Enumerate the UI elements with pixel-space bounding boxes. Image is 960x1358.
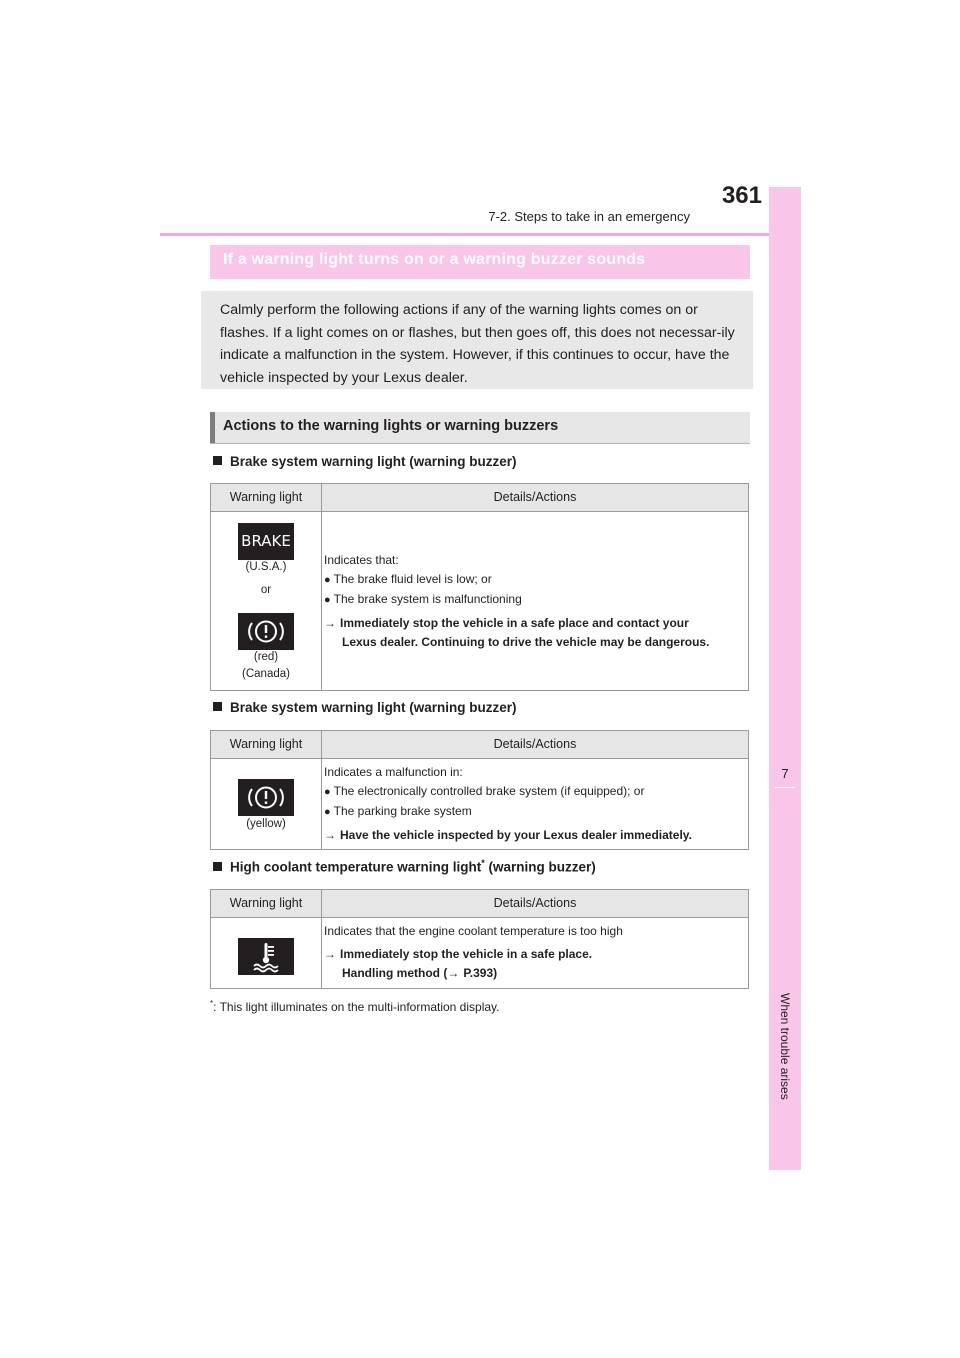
item-heading-coolant: High coolant temperature warning light* (warning buzzer) [213, 858, 596, 875]
table-header [211, 890, 748, 918]
details-coolant: Indicates that the engine coolant temperature is too high → Immediately stop the vehicle in a safe place. Handling method (→ P.393) [324, 924, 623, 980]
side-divider [775, 787, 795, 788]
brake-text-icon: BRAKE [238, 523, 294, 560]
item-heading-brake-2: Brake system warning light (warning buzzer) [213, 700, 517, 715]
page-number: 361 [721, 182, 762, 209]
col-warning-light: Warning light [229, 896, 303, 910]
chapter-title: 7-2. Steps to take in an emergency [488, 209, 690, 224]
col-warning-light: Warning light [229, 490, 303, 504]
list-item: ● The electronically controlled brake system (if equipped); or [324, 782, 742, 802]
warning-table-brake-1 [210, 483, 749, 691]
warning-table-coolant [210, 889, 749, 989]
list-item: ● The brake fluid level is low; or [324, 570, 742, 590]
column-divider [321, 484, 322, 690]
label-usa: (U.S.A.) [245, 561, 287, 573]
list-item: ● The brake system is malfunctioning [324, 590, 742, 610]
square-bullet-icon [213, 862, 222, 871]
list-item: ● The parking brake system [324, 802, 742, 822]
subheading-rule [210, 443, 750, 444]
arrow-right-icon: → [324, 828, 336, 842]
intro-box [201, 291, 753, 389]
section-title: If a warning light turns on or a warning buzzer sounds [223, 251, 646, 268]
footnote: *: This light illuminates on the multi-information display. [210, 999, 500, 1014]
warning-table-brake-2 [210, 730, 749, 850]
arrow-right-icon: → [324, 616, 336, 630]
col-warning-light: Warning light [229, 737, 303, 751]
label-canada: (Canada) [242, 668, 290, 680]
subheading-bar [210, 412, 750, 443]
details-brake-2: Indicates a malfunction in: ● The electronically controlled brake system (if equipped); or ● The parking brake system → Have the vehicle inspected by your Lexus dealer immediately. [324, 763, 742, 845]
arrow-right-icon: → [324, 947, 336, 961]
column-divider [321, 731, 322, 849]
exclamation-circle-icon [238, 613, 294, 650]
label-red: (red) [253, 651, 279, 663]
subheading-marker [210, 412, 215, 443]
side-chapter-number: 7 [781, 766, 789, 781]
item-heading-brake-1: Brake system warning light (warning buzzer) [213, 454, 517, 469]
table-header [211, 731, 748, 759]
page-reference-link[interactable]: P.393) [463, 966, 498, 980]
col-details-actions: Details/Actions [493, 490, 577, 504]
label-yellow: (yellow) [246, 818, 286, 830]
coolant-temperature-icon [238, 938, 294, 975]
col-details-actions: Details/Actions [493, 896, 577, 910]
arrow-right-icon: → [447, 966, 460, 980]
header-rule [160, 233, 769, 236]
column-divider [321, 890, 322, 988]
subheading: Actions to the warning lights or warning buzzers [223, 418, 559, 434]
square-bullet-icon [213, 456, 222, 465]
label-or: or [260, 584, 272, 596]
side-chapter-name: When trouble arises [778, 993, 792, 1100]
section-title-bar [210, 245, 750, 279]
col-details-actions: Details/Actions [493, 737, 577, 751]
table-header [211, 484, 748, 512]
details-brake-1: Indicates that: ● The brake fluid level is low; or ● The brake system is malfunctioning → Immediately stop the vehicle in a safe place and contact your Lexus dealer. Continuing to drive the vehicle may be dangerous. [324, 551, 742, 652]
intro-text: Calmly perform the following actions if any of the warning lights comes on or flashes. If a light comes on or flashes, but then goes off, this does not necessar-ily indicate a malfunction in the system. However, if this continues to occur, have the vehicle inspected by your Lexus dealer. [220, 302, 735, 386]
exclamation-circle-icon [238, 779, 294, 816]
square-bullet-icon [213, 702, 222, 711]
chapter-side-tab [769, 187, 801, 1170]
